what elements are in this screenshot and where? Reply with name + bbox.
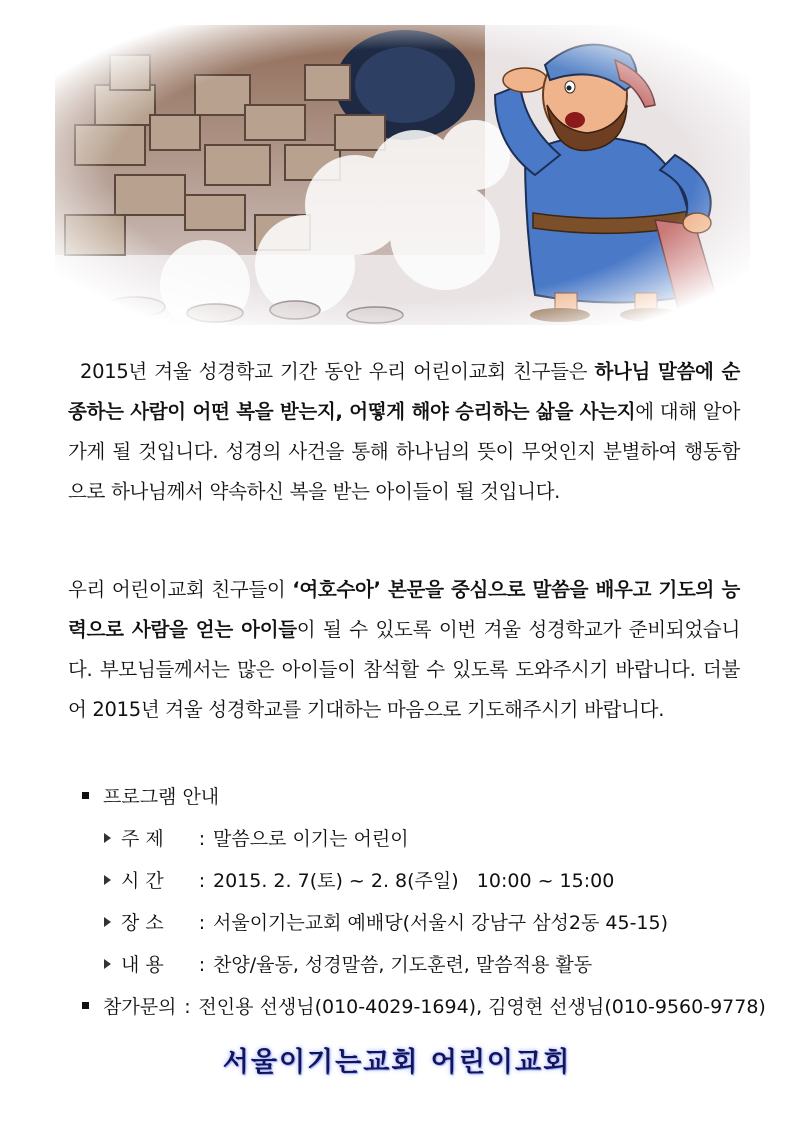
colon-separator: :: [198, 954, 206, 976]
colon-separator: :: [198, 870, 206, 892]
program-item-label: 주 제: [121, 828, 164, 850]
program-item-label: 장 소: [121, 912, 164, 934]
intro-p1-emphasis: 하나님 말씀에 순종하는 사람이 어떤 복을 받는지, 어떻게 해야 승리하는 삶을 사는지: [68, 360, 740, 423]
triangle-bullet-icon: [104, 917, 111, 927]
program-item-content: [104, 950, 592, 977]
triangle-bullet-icon: [104, 959, 111, 969]
intro-p2-text-c: 이 될 수 있도록 이번 겨울 성경학교가 준비되었습니다. 부모님들께서는 많은 아이들이 참석할 수 있도록 도와주시기 바랍니다. 더불어 2015년 겨울 성경학교를 기대하는 마음으로 기도해주시기 바랍니다.: [68, 618, 740, 721]
program-item-theme: [104, 824, 409, 851]
intro-p1-text-a: 2015년 겨울 성경학교 기간 동안 우리 어린이교회 친구들은: [80, 360, 595, 383]
contact-label: 참가문의: [103, 996, 177, 1018]
colon-separator: :: [198, 912, 206, 934]
intro-p2-text-a: 우리 어린이교회 친구들이: [68, 578, 293, 601]
church-name-footer: 서울이기는교회 어린이교회: [222, 1047, 572, 1078]
program-heading: 프로그램 안내: [103, 786, 220, 808]
colon-separator: :: [184, 996, 191, 1018]
triangle-bullet-icon: [104, 875, 111, 885]
program-item-place: [104, 908, 668, 935]
program-item-label: 내 용: [121, 954, 164, 976]
triangle-bullet-icon: [104, 833, 111, 843]
program-heading-row: [82, 782, 219, 809]
program-item-value: 말씀으로 이기는 어린이: [213, 828, 409, 850]
intro-p1-text-c: 에 대해 알아가게 될 것입니다. 성경의 사건을 통해 하나님의 뜻이 무엇인지 분별하여 행동함으로 하나님께서 약속하신 복을 받는 아이들이 될 것입니다.: [68, 400, 740, 503]
program-item-label: 시 간: [121, 870, 164, 892]
program-item-time: [104, 866, 614, 893]
intro-paragraph-1: [68, 352, 740, 512]
joshua-jericho-illustration: [55, 25, 750, 325]
intro-paragraph-2: [68, 570, 740, 730]
program-item-value: 찬양/율동, 성경말씀, 기도훈련, 말씀적용 활동: [213, 954, 593, 976]
colon-separator: :: [198, 828, 206, 850]
intro-p2-emphasis: ‘여호수아’ 본문을 중심으로 말씀을 배우고 기도의 능력으로 사람을 얻는 아이들: [68, 578, 740, 641]
program-item-value: 서울이기는교회 예배당(서울시 강남구 삼성2동 45-15): [213, 912, 669, 934]
square-bullet-icon: [82, 792, 89, 799]
program-item-value: 2015. 2. 7(토) ~ 2. 8(주일) 10:00 ~ 15:00: [213, 870, 615, 892]
contact-row: [82, 992, 766, 1019]
square-bullet-icon: [82, 1002, 89, 1009]
contact-value: 전인용 선생님(010-4029-1694), 김영현 선생님(010-9560-9778): [198, 996, 766, 1018]
hero-illustration: [55, 25, 750, 325]
